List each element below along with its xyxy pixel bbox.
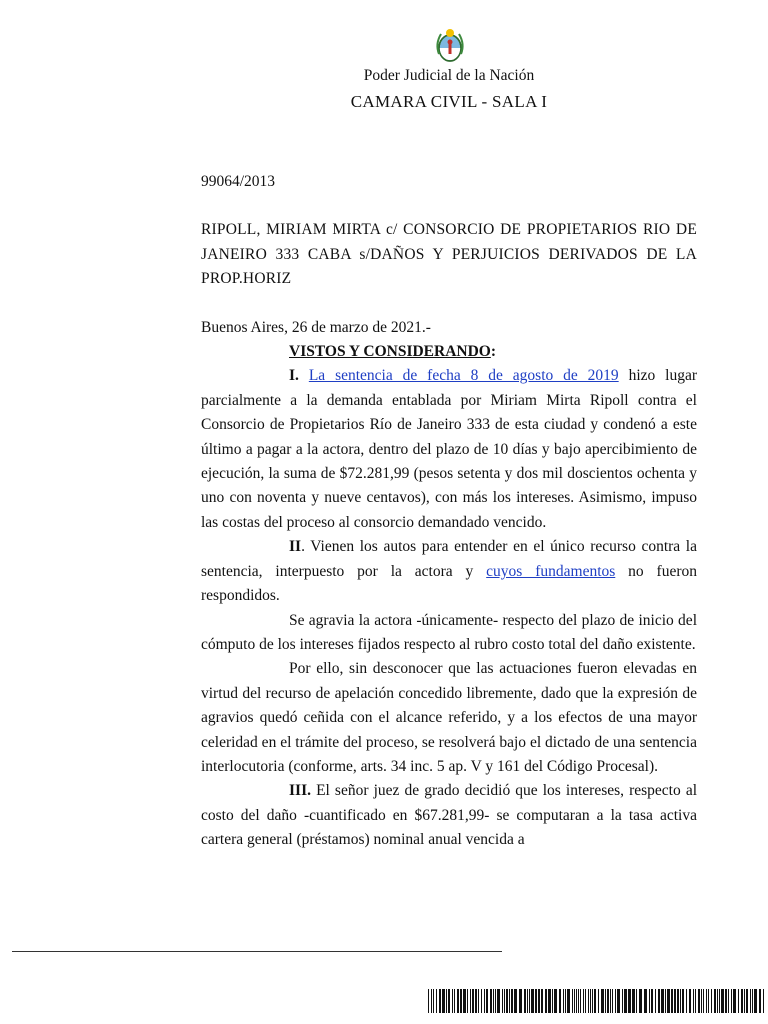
chamber-name: CAMARA CIVIL - SALA I bbox=[350, 92, 548, 111]
paragraph-3: Se agravia la actora -únicamente- respecto del plazo de inicio del cómputo de los intereses fijados respecto al rubro costo total del daño existente. bbox=[201, 611, 697, 653]
document-body bbox=[201, 170, 697, 853]
paragraph-5-text: El señor juez de grado decidió que los intereses, respecto al costo del daño -cuantificado en $67.281,99- se computaran a la tasa activa cartera general (préstamos) nominal anual vencida a bbox=[201, 782, 698, 849]
paragraph-2-number: II bbox=[289, 538, 302, 556]
section-title-text: VISTOS Y CONSIDERANDO bbox=[289, 343, 491, 361]
argentina-coat-of-arms-icon bbox=[429, 24, 471, 66]
paragraph-1 bbox=[201, 364, 697, 535]
date-line: Buenos Aires, 26 de marzo de 2021.- bbox=[201, 318, 431, 336]
fundamentos-link[interactable]: cuyos fundamentos bbox=[486, 562, 616, 580]
section-title bbox=[201, 340, 697, 364]
paragraph-5-number: III. bbox=[289, 782, 311, 800]
paragraph-2-text-a: . Vienen los autos para entender en el único recurso contra la sentencia, interpuesto por la actora y bbox=[201, 538, 697, 580]
sentence-link[interactable]: La sentencia de fecha 8 de agosto de 2019 bbox=[308, 367, 619, 385]
paragraph-2 bbox=[201, 535, 697, 608]
footnote-separator bbox=[12, 951, 502, 952]
paragraph-2-text-b: no fueron respondidos. bbox=[201, 562, 698, 605]
paragraph-1-text: hizo lugar parcialmente a la demanda entablada por Miriam Mirta Ripoll contra el Consorcio de Propietarios Río de Janeiro 333 de esta ciudad y condenó a este último a pagar a la actora, dentro del plazo de 10 días y bajo apercibimiento de ejecución, la suma de $72.281,99 (pesos setenta y dos mil doscientos ochenta y uno con noventa y nueve centavos), con más los intereses. Asimismo, impuso las costas del proceso al consorcio demandado vencido. bbox=[201, 367, 698, 531]
case-caption: RIPOLL, MIRIAM MIRTA c/ CONSORCIO DE PROPIETARIOS RIO DE JANEIRO 333 CABA s/DAÑOS Y PERJUICIOS DERIVADOS DE LA PROP.HORIZ bbox=[201, 221, 697, 288]
paragraph-1-number: I. bbox=[289, 367, 299, 385]
section-title-colon: : bbox=[490, 343, 497, 361]
paragraph-4: Por ello, sin desconocer que las actuaciones fueron elevadas en virtud del recurso de apelación concedido libremente, dado que la expresión de agravios quedó ceñida con el alcance referido, y a los efectos de una mayor celeridad en el trámite del proceso, se resolverá bajo el dictado de una sentencia interlocutoria (conforme, arts. 34 inc. 5 ap. V y 161 del Código Procesal). bbox=[201, 660, 697, 775]
paragraph-5 bbox=[201, 779, 697, 852]
barcode-icon bbox=[428, 989, 764, 1013]
institution-name: Poder Judicial de la Nación bbox=[363, 67, 535, 84]
file-number: 99064/2013 bbox=[201, 173, 276, 190]
